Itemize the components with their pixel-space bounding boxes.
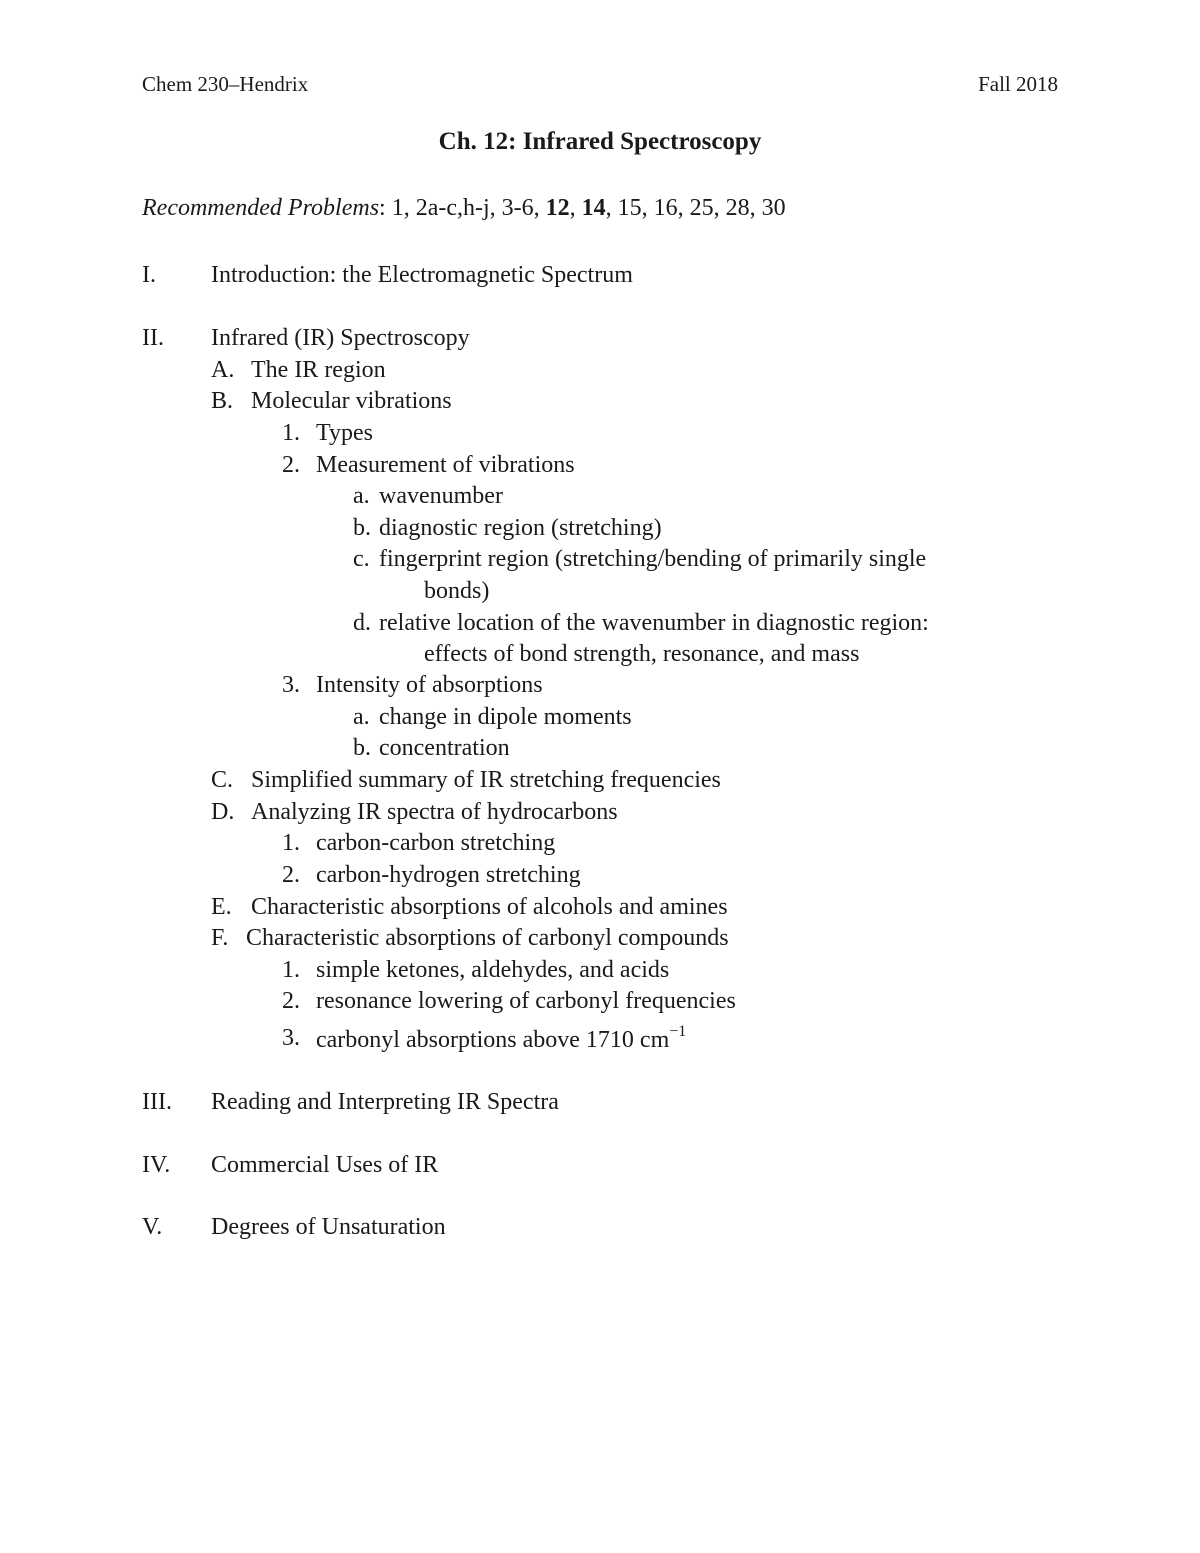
outline-number: b. [353, 735, 371, 761]
outline-text: Reading and Interpreting IR Spectra [211, 1089, 559, 1115]
outline-number: 3. [282, 1025, 300, 1051]
outline-text: carbon-hydrogen stretching [316, 862, 581, 888]
recommended-problems: Recommended Problems: 1, 2a-c,h-j, 3-6, 12, 14, 15, 16, 25, 28, 30 [142, 195, 786, 221]
outline-text: wavenumber [379, 483, 503, 509]
outline-text: concentration [379, 735, 510, 761]
outline-number: 2. [282, 862, 300, 888]
outline-text: Commercial Uses of IR [211, 1152, 439, 1178]
outline-number: 3. [282, 672, 300, 698]
outline-number: 1. [282, 957, 300, 983]
outline-text: Infrared (IR) Spectroscopy [211, 325, 470, 351]
outline-number: 1. [282, 420, 300, 446]
outline-number: 1. [282, 830, 300, 856]
outline-text: Characteristic absorptions of alcohols and amines [251, 894, 728, 920]
outline-number: A. [211, 357, 235, 383]
problems-part-3: , [569, 195, 582, 221]
course-header: Chem 230–Hendrix [142, 72, 309, 96]
outline-number: 2. [282, 988, 300, 1014]
problem-14: 14 [581, 195, 606, 221]
outline-text: Simplified summary of IR stretching frequencies [251, 767, 721, 793]
outline-number: I. [142, 262, 156, 288]
outline-text: Types [316, 420, 373, 446]
outline-text: bonds) [424, 578, 490, 604]
problems-part-1: 1, 2a-c,h-j, 3-6, [391, 195, 546, 221]
outline-number: II. [142, 325, 164, 351]
outline-number: d. [353, 610, 371, 636]
outline-number: V. [142, 1214, 163, 1240]
outline-text: carbon-carbon stretching [316, 830, 556, 856]
outline-text: The IR region [251, 357, 386, 383]
problem-12: 12 [545, 195, 570, 221]
outline-number: IV. [142, 1152, 171, 1178]
outline-number: C. [211, 767, 234, 793]
outline-number: D. [211, 799, 235, 825]
term-header: Fall 2018 [978, 72, 1058, 96]
outline-text: Degrees of Unsaturation [211, 1214, 446, 1240]
outline-number: 2. [282, 452, 300, 478]
outline-text-main: carbonyl absorptions above 1710 cm [316, 1027, 670, 1053]
outline-number: E. [211, 894, 232, 920]
outline-number: B. [211, 388, 234, 414]
outline-number: a. [353, 704, 370, 730]
outline-number: a. [353, 483, 370, 509]
outline-text: Analyzing IR spectra of hydrocarbons [251, 799, 618, 825]
outline-text: Intensity of absorptions [316, 672, 543, 698]
outline-text: change in dipole moments [379, 704, 632, 730]
superscript: −1 [669, 1023, 687, 1040]
outline-text: Measurement of vibrations [316, 452, 575, 478]
outline-text: effects of bond strength, resonance, and mass [424, 641, 860, 667]
outline-text: Characteristic absorptions of carbonyl compounds [246, 925, 729, 951]
outline-text: resonance lowering of carbonyl frequencies [316, 988, 736, 1014]
outline-text [316, 1025, 686, 1054]
outline-text: Molecular vibrations [251, 388, 452, 414]
outline-number: F. [211, 925, 229, 951]
outline-text: relative location of the wavenumber in diagnostic region: [379, 610, 929, 636]
outline-text: fingerprint region (stretching/bending of primarily single [379, 546, 927, 572]
outline-number: III. [142, 1089, 172, 1115]
problems-part-5: , 15, 16, 25, 28, 30 [605, 195, 786, 221]
outline-number: b. [353, 515, 371, 541]
problems-label: Recommended Problems [142, 195, 380, 221]
outline-text: simple ketones, aldehydes, and acids [316, 957, 670, 983]
outline-number: c. [353, 546, 370, 572]
page-title: Ch. 12: Infrared Spectroscopy [438, 128, 762, 155]
outline-text: Introduction: the Electromagnetic Spectrum [211, 262, 633, 288]
outline-text: diagnostic region (stretching) [379, 515, 662, 541]
